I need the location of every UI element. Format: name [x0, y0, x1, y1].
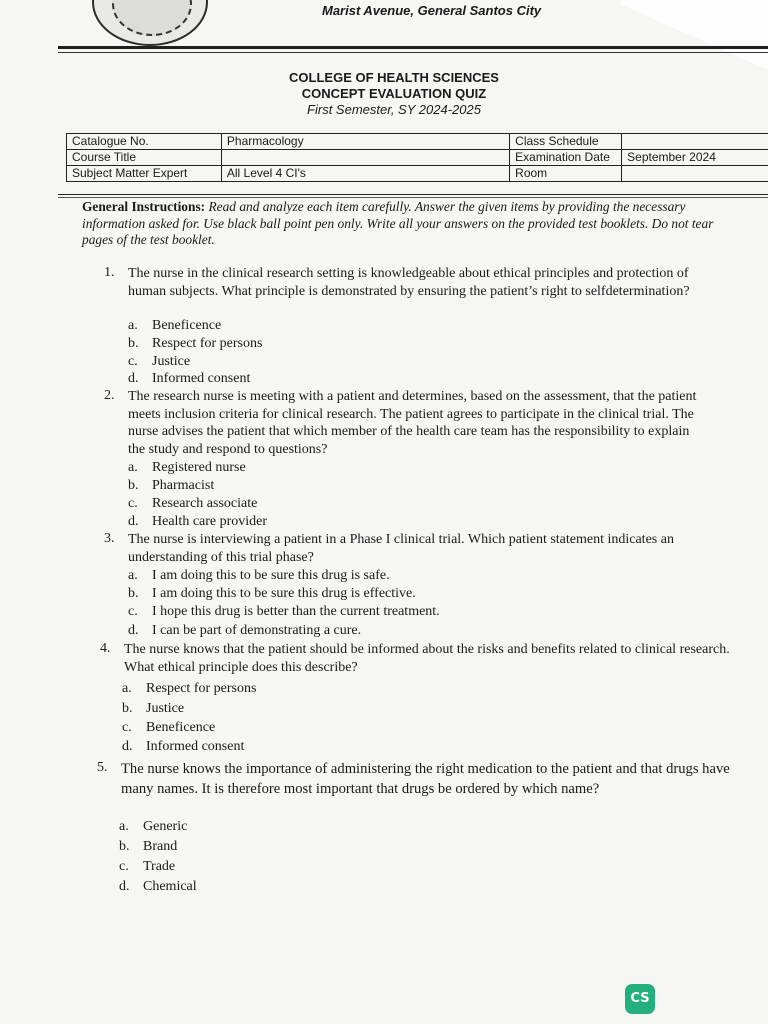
schedule-value	[622, 134, 768, 150]
question-5-option-d	[119, 879, 197, 895]
course-info-table	[66, 133, 768, 182]
camscanner-badge-icon: CS	[625, 984, 655, 1014]
option-letter: a.	[119, 819, 129, 834]
question-5-option-b	[119, 839, 177, 855]
instructions-divider	[58, 194, 768, 195]
option-letter: b.	[119, 839, 130, 854]
option-letter: d.	[122, 739, 133, 754]
option-text: Justice	[146, 701, 185, 716]
option-text: Chemical	[143, 879, 197, 894]
quiz-title: CONCEPT EVALUATION QUIZ	[301, 86, 487, 101]
question-1-option-a	[128, 318, 221, 334]
question-3-number: 3.	[104, 531, 115, 546]
paper-sheen	[621, 0, 768, 70]
room-value	[622, 166, 768, 182]
question-1-option-d	[128, 371, 250, 387]
option-letter: a.	[122, 681, 132, 696]
course-title-value	[221, 150, 509, 166]
question-1-option-b	[128, 336, 262, 352]
table-row	[67, 150, 768, 166]
option-letter: b.	[128, 336, 139, 351]
expert-label: Subject Matter Expert	[67, 166, 222, 182]
question-2-option-c	[128, 496, 257, 512]
option-letter: c.	[119, 859, 129, 874]
catalogue-label: Catalogue No.	[67, 134, 222, 150]
option-letter: b.	[128, 478, 139, 493]
option-text: Health care provider	[152, 514, 268, 529]
option-text: Trade	[143, 859, 176, 874]
instructions-label: General Instructions:	[82, 199, 206, 214]
question-4-option-a	[122, 681, 256, 697]
table-row	[67, 166, 768, 182]
question-3-option-a	[128, 568, 390, 584]
question-4-text: The nurse knows that the patient should be informed about the risks and benefits related to clinical research. What ethical principle does this describe?	[124, 642, 730, 675]
option-text: I am doing this to be sure this drug is safe.	[152, 568, 390, 583]
question-2-text: The research nurse is meeting with a patient and determines, based on the assessment, that the patient meets inclusion criteria for clinical research. The patient agrees to participate in the clinical trial. The nurse advises the patient that which member of the health care team has the responsibility to explain the study and respond to questions?	[128, 389, 697, 458]
option-text: Pharmacist	[152, 478, 215, 493]
option-letter: b.	[128, 586, 139, 601]
question-4-number: 4.	[100, 641, 111, 656]
option-letter: d.	[128, 514, 139, 529]
question-4-option-d	[122, 739, 244, 755]
instructions-divider-thin	[58, 197, 768, 198]
question-4-option-c	[122, 720, 215, 736]
semester-label: First Semester, SY 2024-2025	[307, 102, 481, 117]
course-title-label: Course Title	[67, 150, 222, 166]
seal-emblem	[112, 0, 192, 36]
option-letter: d.	[128, 623, 139, 638]
option-text: Beneficence	[152, 318, 222, 333]
option-text: Respect for persons	[146, 681, 257, 696]
question-1-number: 1.	[104, 265, 115, 280]
school-seal-logo	[92, 0, 208, 46]
option-letter: c.	[128, 496, 138, 511]
option-letter: c.	[122, 720, 132, 735]
instructions-text: Read and analyze each item carefully. Answer the given items by providing the necessary information asked for. Use black ball point pen only. Write all your answers on the provided test booklets. Do not tear pages of the test booklet.	[82, 199, 714, 247]
option-letter: a.	[128, 318, 138, 333]
question-3-text: The nurse is interviewing a patient in a Phase I clinical trial. Which patient statement indicates an understanding of this trial phase?	[128, 532, 674, 565]
option-text: Generic	[143, 819, 188, 834]
question-5-option-c	[119, 859, 175, 875]
question-4-option-b	[122, 701, 184, 717]
catalogue-value: Pharmacology	[221, 134, 509, 150]
question-5-number: 5.	[97, 760, 108, 775]
option-text: Brand	[143, 839, 178, 854]
exam-date-label: Examination Date	[510, 150, 622, 166]
question-5-option-a	[119, 819, 187, 835]
option-letter: a.	[128, 460, 138, 475]
college-name: COLLEGE OF HEALTH SCIENCES	[289, 70, 499, 85]
question-2-option-b	[128, 478, 214, 494]
option-text: Informed consent	[146, 739, 245, 754]
question-3-option-d	[128, 623, 361, 639]
option-letter: c.	[128, 604, 138, 619]
question-3-option-c	[128, 604, 440, 620]
option-text: Justice	[152, 354, 191, 369]
option-letter: d.	[119, 879, 130, 894]
question-3-option-b	[128, 586, 416, 602]
header-divider	[58, 46, 768, 49]
option-text: Informed consent	[152, 371, 251, 386]
option-text: I am doing this to be sure this drug is effective.	[152, 586, 416, 601]
option-text: Beneficence	[146, 720, 216, 735]
option-letter: d.	[128, 371, 139, 386]
option-text: I hope this drug is better than the current treatment.	[152, 604, 440, 619]
schedule-label: Class Schedule	[510, 134, 622, 150]
question-2-number: 2.	[104, 388, 115, 403]
option-text: Registered nurse	[152, 460, 246, 475]
question-1-option-c	[128, 354, 190, 370]
header-divider-thin	[58, 52, 768, 53]
expert-value: All Level 4 CI's	[221, 166, 509, 182]
table-row	[67, 134, 768, 150]
option-text: Research associate	[152, 496, 258, 511]
question-1-text: The nurse in the clinical research setting is knowledgeable about ethical principles and protection of human subjects. What principle is demonstrated by ensuring the patient’s right to selfdetermination?	[128, 266, 690, 299]
school-address: Marist Avenue, General Santos City	[322, 3, 542, 18]
general-instructions	[82, 199, 718, 249]
question-5-text: The nurse knows the importance of administering the right medication to the patient and that drugs have many names. It is therefore most important that drugs be ordered by which name?	[121, 761, 730, 797]
option-letter: c.	[128, 354, 138, 369]
option-text: Respect for persons	[152, 336, 263, 351]
exam-date-value: September 2024	[622, 150, 768, 166]
option-letter: b.	[122, 701, 133, 716]
question-2-option-a	[128, 460, 246, 476]
option-text: I can be part of demonstrating a cure.	[152, 623, 362, 638]
room-label: Room	[510, 166, 622, 182]
question-2-option-d	[128, 514, 267, 530]
option-letter: a.	[128, 568, 138, 583]
